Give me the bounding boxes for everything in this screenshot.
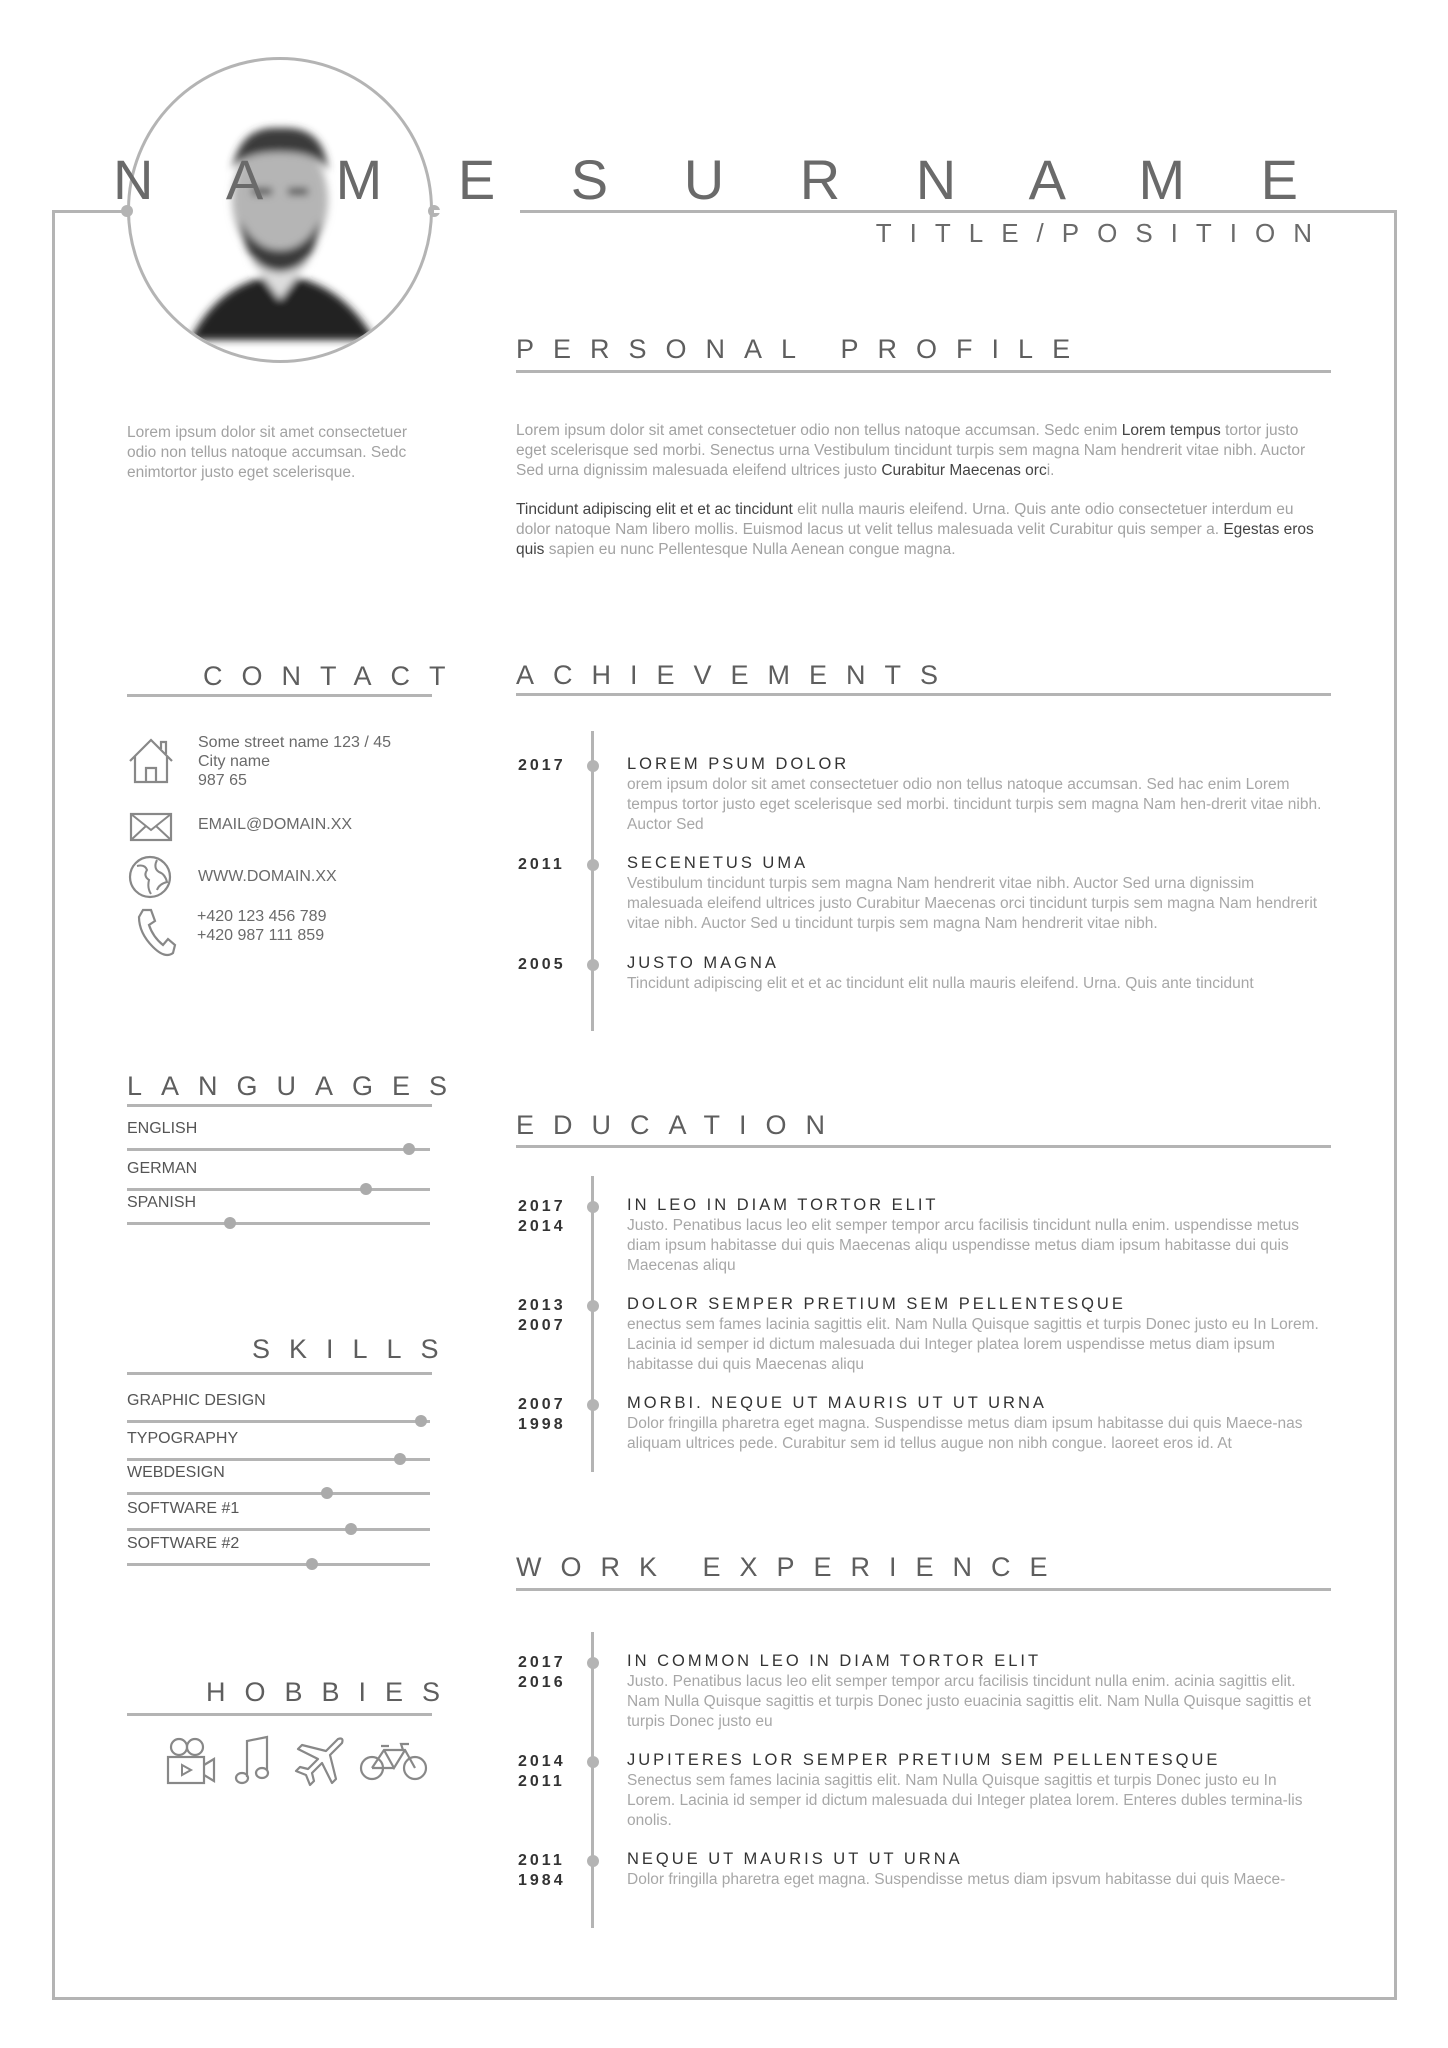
entry-title: NEQUE UT MAURIS UT UT URNA xyxy=(627,1850,963,1868)
phone-icon xyxy=(135,907,177,959)
skill-level-marker xyxy=(394,1453,406,1465)
year-end: 1984 xyxy=(518,1872,566,1889)
timeline-dot xyxy=(587,1201,599,1213)
entry-years xyxy=(518,1395,566,1435)
profile-paragraph-1: Lorem ipsum dolor sit amet consectetuer odio non tellus natoque accumsan. Sedc enim Lorem tempus tortor justo eget scelerisque sed morbi. Senectus urna Vestibulum tincidunt turpis sem magna Nam hendrerit vitae nibh. Auctor Sed urna dignissim malesuada eleifend ultrices justo Curabitur Maecenas orci. xyxy=(516,422,1306,479)
language-level-marker xyxy=(224,1217,236,1229)
achievements-timeline xyxy=(591,731,594,1031)
music-note-icon xyxy=(233,1735,273,1787)
entry-title: JUPITERES LOR SEMPER PRETIUM SEM PELLENTESQUE xyxy=(627,1751,1221,1769)
year-end: 2016 xyxy=(518,1674,566,1691)
timeline-dot xyxy=(587,760,599,772)
skill-level-marker xyxy=(321,1487,333,1499)
entry-title: DOLOR SEMPER PRETIUM SEM PELLENTESQUE xyxy=(627,1295,1126,1313)
achievements-rule xyxy=(516,693,1331,696)
skill-bar xyxy=(127,1528,430,1531)
hobbies-heading: HOBBIES xyxy=(206,1677,460,1707)
language-label: ENGLISH xyxy=(127,1120,198,1137)
skill-label: WEBDESIGN xyxy=(127,1464,225,1481)
entry-years xyxy=(518,1197,566,1237)
entry-description: orem ipsum dolor sit amet consectetuer odio non tellus natoque accumsan. Sed hac enim Lorem tempus tortor justo eget scelerisque sed morbi. tincidunt turpis sem magna Nam hen-drerit vitae nibh. Auctor Sed xyxy=(627,776,1322,833)
skill-label: SOFTWARE #1 xyxy=(127,1500,240,1517)
work-rule xyxy=(516,1588,1331,1591)
entry-title: LOREM PSUM DOLOR xyxy=(627,755,850,773)
globe-icon xyxy=(127,854,173,900)
timeline-dot xyxy=(587,1657,599,1669)
entry-years xyxy=(518,1653,566,1693)
intro-text: Lorem ipsum dolor sit amet consectetuer odio non tellus natoque accumsan. Sedc enimtortor justo eget scelerisque. xyxy=(127,424,407,481)
entry-years xyxy=(518,855,565,875)
entry-description: Dolor fringilla pharetra eget magna. Suspendisse metus diam ipsvum habitasse dui quis Maece- xyxy=(627,1871,1286,1888)
timeline-dot xyxy=(587,1855,599,1867)
video-camera-icon xyxy=(165,1735,217,1787)
skills-heading: SKILLS xyxy=(252,1334,458,1364)
skill-label: SOFTWARE #2 xyxy=(127,1535,240,1552)
skill-level-marker xyxy=(306,1558,318,1570)
skill-bar xyxy=(127,1420,430,1423)
skill-bar xyxy=(127,1492,430,1495)
skills-rule xyxy=(127,1372,432,1375)
year-start: 2011 xyxy=(518,1852,565,1869)
year-end: 2011 xyxy=(518,1773,565,1790)
languages-rule xyxy=(127,1104,432,1107)
languages-heading: LANGUAGES xyxy=(127,1071,467,1101)
mail-icon xyxy=(129,812,173,842)
entry-years xyxy=(518,955,566,975)
skill-bar xyxy=(127,1563,430,1566)
skill-label: GRAPHIC DESIGN xyxy=(127,1392,266,1409)
timeline-dot xyxy=(587,959,599,971)
timeline-dot xyxy=(587,1300,599,1312)
year-end: 2007 xyxy=(518,1317,566,1334)
person-name: N A M E S U R N A M E xyxy=(112,148,1328,211)
language-level-marker xyxy=(403,1143,415,1155)
year-start: 2017 xyxy=(518,757,566,774)
entry-description: Justo. Penatibus lacus leo elit semper tempor arcu facilisis tincidunt nulla enim. uspendisse metus diam ipsum habitasse dui quis Maecenas aliqu uspendisse metus diam ipsum habitasse dui quis Maecenas aliqu xyxy=(627,1217,1299,1274)
year-start: 2017 xyxy=(518,1654,566,1671)
profile-paragraph-2: Tincidunt adipiscing elit et et ac tincidunt elit nulla mauris eleifend. Urna. Quis ante odio consectetuer interdum eu dolor natoque Nam libero mollis. Euismod lacus ut velit tellus malesuada velit Curabitur quis semper a. Egestas eros quis sapien eu nunc Pellentesque Nulla Aenean congue magna. xyxy=(516,501,1314,558)
timeline-dot xyxy=(587,1756,599,1768)
skill-label: TYPOGRAPHY xyxy=(127,1430,239,1447)
entry-description: enectus sem fames lacinia sagittis elit. Nam Nulla Quisque sagittis et turpis Donec justo eu In Lorem. Lacinia id semper id dictum malesuada dui Integer platea lorem uspendisse metus diam ipsum habitasse dui quis Maecenas aliqu xyxy=(627,1316,1319,1373)
airplane-icon xyxy=(294,1735,346,1787)
language-bar xyxy=(127,1188,430,1191)
entry-years xyxy=(518,1752,566,1792)
work-timeline xyxy=(591,1632,594,1928)
contact-email[interactable]: EMAIL@DOMAIN.XX xyxy=(198,816,353,833)
entry-description: Justo. Penatibus lacus leo elit semper tempor arcu facilisis tincidunt nulla enim. acinia sagittis elit. Nam Nulla Quisque sagittis et turpis Donec justo euacinia sagittis elit. Nam Nulla Quisque sagittis et turpis Donec justo eu xyxy=(627,1673,1312,1730)
contact-rule xyxy=(127,694,432,697)
education-rule xyxy=(516,1145,1331,1148)
skill-level-marker xyxy=(415,1415,427,1427)
achievements-heading: ACHIEVEMENTS xyxy=(516,660,958,690)
contact-phones: +420 123 456 789 +420 987 111 859 xyxy=(197,908,327,944)
year-start: 2005 xyxy=(518,956,566,973)
entry-title: IN COMMON LEO IN DIAM TORTOR ELIT xyxy=(627,1652,1042,1670)
bicycle-icon xyxy=(359,1742,429,1782)
entry-years xyxy=(518,756,566,776)
year-start: 2014 xyxy=(518,1753,566,1770)
entry-title: JUSTO MAGNA xyxy=(627,954,779,972)
entry-description: Vestibulum tincidunt turpis sem magna Nam hendrerit vitae nibh. Auctor Sed urna dignissim malesuada eleifend ultrices justo Curabitur Maecenas orci tincidunt turpis sem magna Nam hendrerit vitae nibh. Auctor Sed u tincidunt turpis sem magna Nam hendrerit vitae nibh. xyxy=(627,875,1318,932)
work-heading: WORK EXPERIENCE xyxy=(516,1552,1067,1582)
entry-years xyxy=(518,1296,566,1336)
entry-description: Senectus sem fames lacinia sagittis elit. Nam Nulla Quisque sagittis et turpis Donec justo eu In Lorem. Lacinia id semper id dictum malesuada dui Integer platea lorem. Enteres dubles termina-lis onolis. xyxy=(627,1772,1303,1829)
timeline-dot xyxy=(587,859,599,871)
year-start: 2011 xyxy=(518,856,565,873)
entry-title: IN LEO IN DIAM TORTOR ELIT xyxy=(627,1196,939,1214)
language-bar xyxy=(127,1222,430,1225)
person-title: TITLE/POSITION xyxy=(875,218,1330,248)
skill-bar xyxy=(127,1458,430,1461)
timeline-dot xyxy=(587,1399,599,1411)
year-start: 2017 xyxy=(518,1198,566,1215)
profile-rule xyxy=(516,370,1331,373)
education-timeline xyxy=(591,1176,594,1472)
education-heading: EDUCATION xyxy=(516,1110,845,1140)
entry-title: SECENETUS UMA xyxy=(627,854,809,872)
entry-description: Dolor fringilla pharetra eget magna. Suspendisse metus diam ipsum habitasse dui quis Maece-nas aliquam ultrices pede. Curabitur sem id tellus augue non nibh congue. laoreet eros id. At xyxy=(627,1415,1303,1452)
language-bar xyxy=(127,1148,430,1151)
language-label: SPANISH xyxy=(127,1194,197,1211)
hobbies-rule xyxy=(127,1713,432,1716)
year-end: 2014 xyxy=(518,1218,566,1235)
home-icon xyxy=(127,735,175,785)
year-start: 2007 xyxy=(518,1396,566,1413)
entry-years xyxy=(518,1851,566,1891)
contact-address: Some street name 123 / 45 City name 987 65 xyxy=(198,734,391,789)
language-label: GERMAN xyxy=(127,1160,198,1177)
year-end: 1998 xyxy=(518,1416,566,1433)
entry-description: Tincidunt adipiscing elit et et ac tincidunt elit nulla mauris eleifend. Urna. Quis ante tincidunt xyxy=(627,975,1254,992)
year-start: 2013 xyxy=(518,1297,566,1314)
profile-heading: PERSONAL PROFILE xyxy=(516,334,1090,364)
entry-title: MORBI. NEQUE UT MAURIS UT UT URNA xyxy=(627,1394,1047,1412)
contact-website[interactable]: WWW.DOMAIN.XX xyxy=(198,868,337,885)
contact-heading: CONTACT xyxy=(203,661,465,691)
